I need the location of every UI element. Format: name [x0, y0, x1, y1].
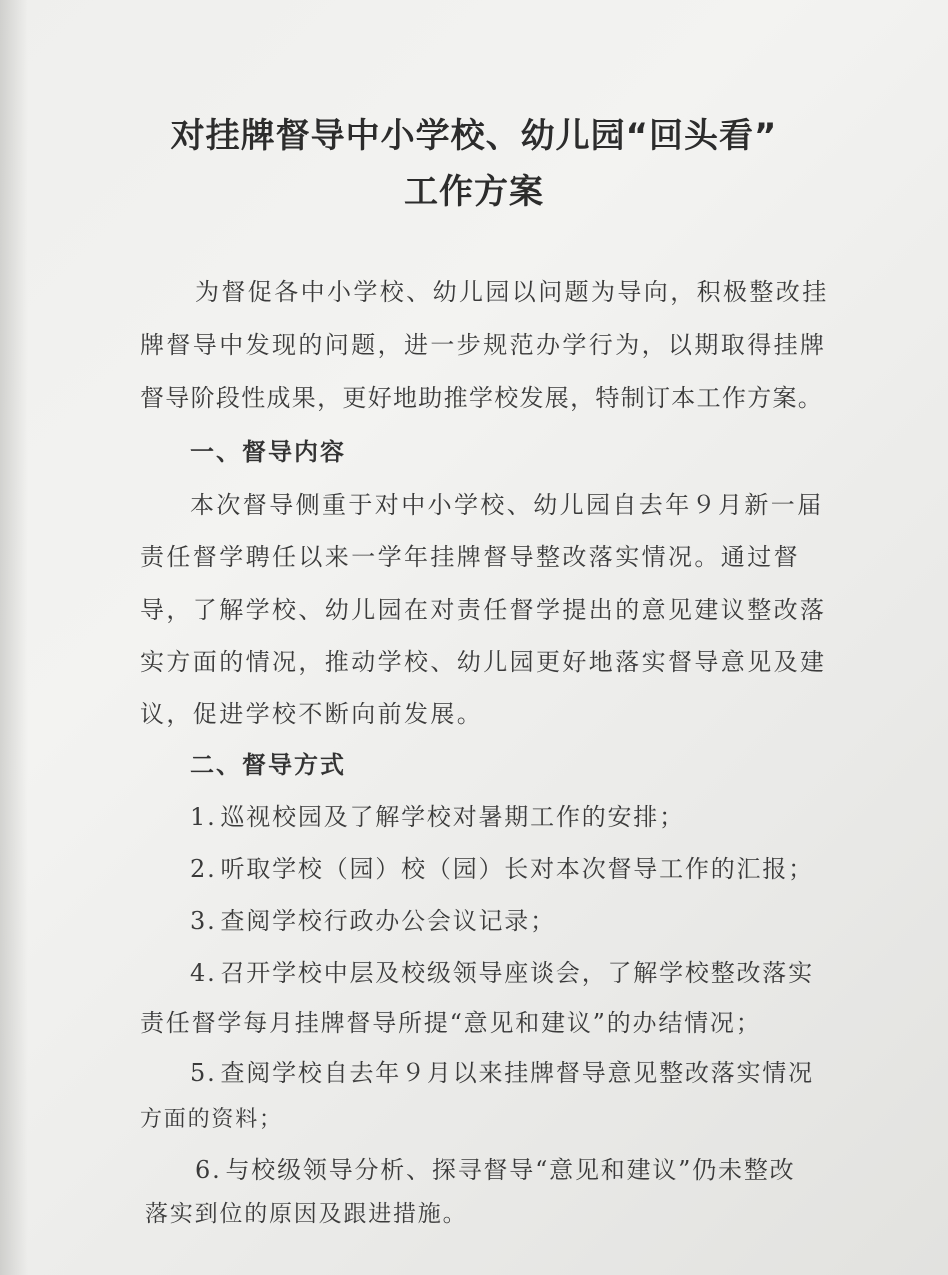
item-text: 召开学校中层及校级领导座谈会，了解学校整改落实 [220, 959, 814, 987]
document-title-line-2: 工作方案 [404, 172, 544, 212]
item-text: 听取学校（园）校（园）长对本次督导工作的汇报； [220, 855, 814, 883]
item-text: 责任督学每月挂牌督导所提“意见和建议”的办结情况； [140, 1009, 762, 1037]
item-number: 3. [190, 907, 217, 935]
section-1-line-4: 实方面的情况，推动学校、幼儿园更好地落实督导意见及建 [140, 648, 827, 676]
item-number: 1. [190, 803, 217, 831]
item-number: 2. [190, 855, 217, 883]
item-text: 与校级领导分析、探寻督导“意见和建议”仍未整改 [225, 1156, 796, 1184]
item-number: 4. [190, 959, 217, 987]
section-1-line-2: 责任督学聘任以来一学年挂牌督导整改落实情况。通过督 [140, 543, 800, 571]
item-number: 5. [190, 1059, 217, 1087]
method-item-2 [190, 849, 814, 884]
method-item-6 [195, 1150, 795, 1185]
section-1-heading: 一、督导内容 [190, 438, 346, 466]
intro-line-3: 督导阶段性成果，更好地助推学校发展，特制订本工作方案。 [140, 384, 824, 412]
method-item-1 [190, 797, 685, 832]
intro-line-1: 为督促各中小学校、幼儿园以问题为导向，积极整改挂 [195, 278, 829, 306]
item-text: 查阅学校自去年９月以来挂牌督导意见整改落实情况 [220, 1059, 814, 1087]
item-text: 落实到位的原因及跟进措施。 [145, 1201, 468, 1227]
section-1-line-5: 议，促进学校不断向前发展。 [140, 700, 484, 728]
method-item-5-cont [140, 1102, 283, 1133]
method-item-6-cont [145, 1195, 467, 1228]
method-item-5 [190, 1053, 814, 1088]
item-text: 方面的资料； [140, 1107, 283, 1132]
method-item-4-cont [140, 1003, 762, 1038]
method-item-4 [190, 953, 814, 988]
document-title-line-1: 对挂牌督导中小学校、幼儿园“回头看” [170, 116, 778, 156]
item-text: 巡视校园及了解学校对暑期工作的安排； [220, 803, 685, 831]
item-text: 查阅学校行政办公会议记录； [220, 907, 556, 935]
section-2-heading: 二、督导方式 [190, 751, 346, 779]
method-item-3 [190, 901, 556, 936]
section-1-line-1: 本次督导侧重于对中小学校、幼儿园自去年９月新一届 [190, 491, 824, 519]
intro-line-2: 牌督导中发现的问题，进一步规范办学行为，以期取得挂牌 [140, 331, 827, 359]
section-1-line-3: 导，了解学校、幼儿园在对责任督学提出的意见建议整改落 [140, 596, 827, 624]
item-number: 6. [195, 1156, 222, 1184]
